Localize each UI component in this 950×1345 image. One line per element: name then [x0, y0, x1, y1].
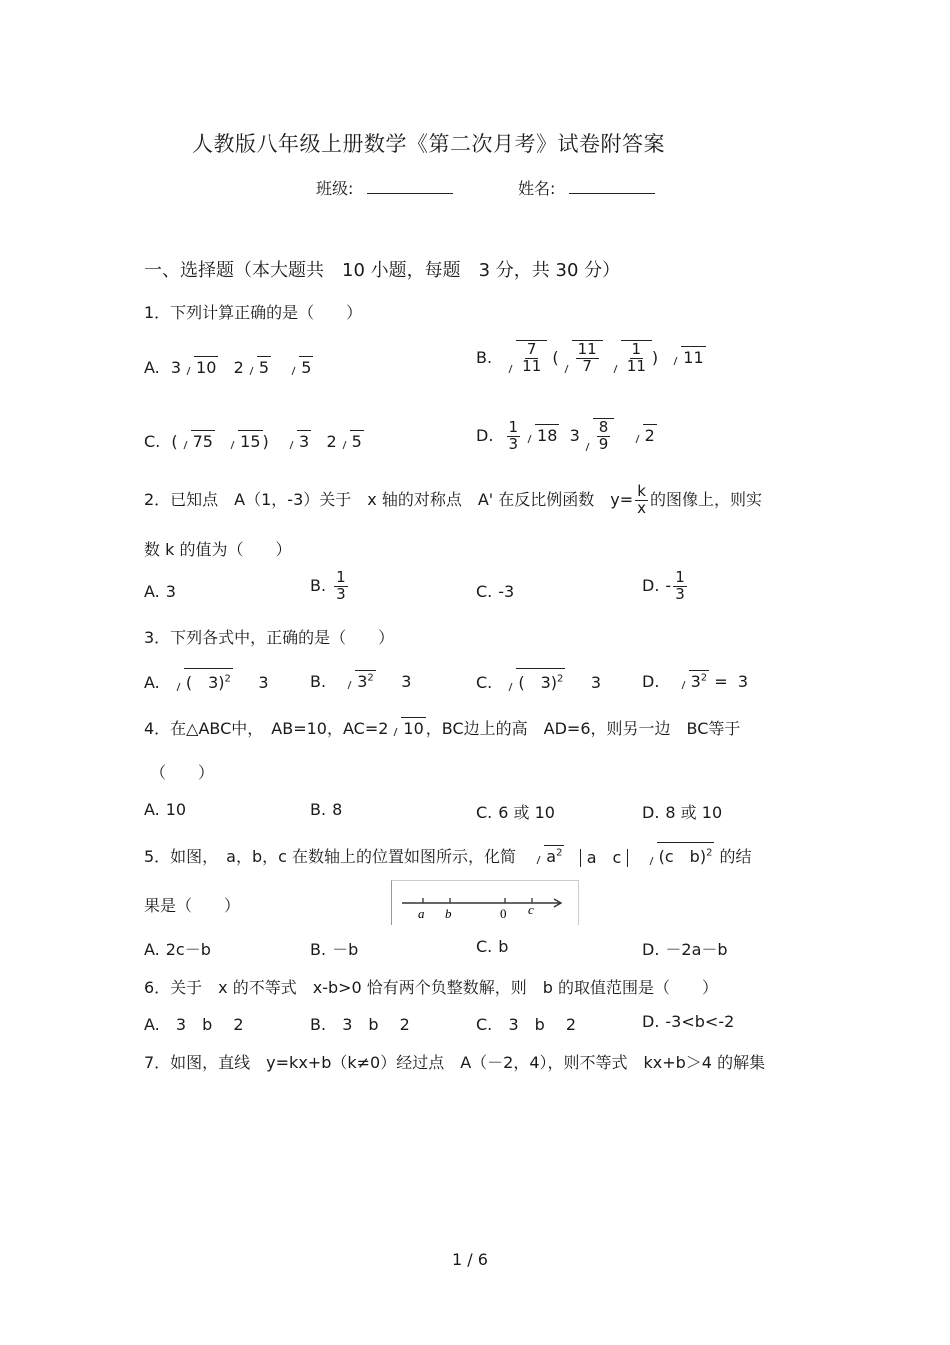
- fraction: [334, 570, 348, 603]
- q6-option-a[interactable]: [144, 1012, 244, 1035]
- question-2-stem-cont: 数 k 的值为（ ）: [144, 540, 292, 559]
- exponent: 2: [700, 672, 708, 684]
- section-heading: 一、选择题（本大题共 10 小题，每题 3 分，共 30 分）: [144, 260, 621, 281]
- q6-option-c[interactable]: [476, 1012, 576, 1035]
- q4-option-d[interactable]: [642, 800, 722, 823]
- sign: -: [665, 575, 672, 595]
- page-title: 人教版八年级上册数学《第二次月考》试卷附答案: [192, 132, 665, 156]
- numerator: 1: [508, 418, 519, 436]
- denominator: 7: [582, 356, 592, 375]
- radicand: a: [546, 847, 557, 866]
- q6-option-d[interactable]: [642, 1012, 734, 1031]
- paren: ): [262, 432, 269, 451]
- sqrt: [561, 340, 603, 375]
- option-value: 2c－b: [165, 940, 211, 959]
- coef: 3: [569, 425, 580, 445]
- option-label: A.: [144, 582, 160, 601]
- question-5-stem: [144, 842, 752, 867]
- class-label: 班级:: [316, 179, 354, 198]
- stem-part: 的图像上，则实: [650, 489, 763, 509]
- radicand: (c b): [658, 847, 707, 866]
- sqrt: [524, 424, 559, 445]
- q5-option-b[interactable]: [310, 937, 358, 960]
- sqrt: [183, 356, 218, 377]
- sqrt: [390, 717, 425, 738]
- option-value: 8: [332, 800, 343, 819]
- equals: =: [714, 672, 728, 691]
- radicand: 2: [644, 425, 655, 445]
- fraction: [635, 484, 648, 517]
- name-label: 姓名:: [518, 179, 556, 198]
- option-label: A.: [144, 940, 160, 959]
- q4-option-a[interactable]: [144, 800, 186, 819]
- numerator: 11: [577, 340, 597, 358]
- option-value: b: [498, 937, 509, 956]
- option-value: 10: [165, 800, 187, 819]
- axis-label-c: c: [528, 902, 534, 917]
- option-value: -3<b<-2: [665, 1012, 735, 1031]
- number-line-figure: [391, 880, 579, 925]
- q6-option-b[interactable]: [310, 1012, 410, 1035]
- option-label: B.: [310, 940, 327, 959]
- sqrt: [227, 430, 262, 451]
- numerator: 7: [526, 340, 537, 358]
- option-label: B.: [310, 575, 327, 595]
- radicand: 3: [299, 432, 310, 451]
- sqrt: [339, 430, 364, 451]
- sqrt: [582, 418, 615, 453]
- option-label: C.: [476, 1015, 493, 1034]
- numerator: 8: [598, 418, 609, 436]
- question-4-stem: [144, 716, 740, 739]
- absolute-value: a c: [580, 849, 629, 867]
- fraction: [507, 420, 521, 453]
- radicand: 5: [351, 432, 362, 451]
- stem-part: 4．在△ABC中， AB=10，AC=2: [144, 719, 389, 738]
- option-value: 3 b 2: [508, 1015, 577, 1034]
- fraction: [597, 420, 611, 453]
- sqrt: [288, 356, 313, 377]
- class-field: [316, 176, 453, 199]
- option-label: D.: [642, 672, 660, 691]
- option-value: -3: [498, 582, 515, 601]
- radicand: ( 3): [185, 673, 225, 692]
- option-label: A.: [144, 358, 160, 377]
- option-value: －2a－b: [665, 940, 728, 959]
- option-label: C.: [476, 803, 493, 822]
- sqrt: [610, 340, 652, 375]
- sqrt: [678, 670, 710, 691]
- option-label: D.: [476, 425, 494, 445]
- numerator: 1: [631, 340, 642, 358]
- radicand: 3: [690, 672, 701, 691]
- name-field: [518, 176, 655, 199]
- radicand: 5: [258, 358, 270, 377]
- q2-option-c[interactable]: [476, 582, 514, 601]
- stem-part: ，BC边上的高 AD=6，则另一边 BC等于: [425, 719, 741, 738]
- sqrt: [670, 346, 705, 367]
- sqrt: [180, 430, 215, 451]
- fraction: [673, 570, 687, 603]
- q3-option-a[interactable]: [144, 668, 269, 693]
- option-label: B.: [310, 672, 327, 691]
- number-line-svg: [392, 881, 578, 925]
- radicand: 10: [196, 358, 217, 377]
- class-blank[interactable]: [367, 177, 453, 194]
- q4-option-c[interactable]: [476, 800, 555, 823]
- question-5-stem-cont: 果是（ ）: [144, 896, 241, 915]
- stem-part: 5．如图， a，b，c 在数轴上的位置如图所示，化简: [144, 847, 517, 866]
- q1-option-d[interactable]: [476, 418, 657, 453]
- option-label: C.: [476, 582, 493, 601]
- q5-option-a[interactable]: [144, 937, 211, 960]
- option-label: B.: [476, 347, 493, 367]
- option-value: 3: [165, 582, 176, 601]
- numerator: 1: [675, 568, 685, 586]
- option-value: 8 或 10: [665, 803, 723, 822]
- sqrt: [505, 340, 547, 375]
- option-label: A.: [144, 673, 160, 692]
- axis-label-zero: 0: [500, 906, 507, 921]
- question-4-stem-cont: （ ）: [150, 763, 215, 782]
- rhs: 3: [737, 672, 748, 691]
- sqrt: [286, 430, 311, 451]
- exponent: 2: [557, 673, 564, 685]
- fraction: [520, 342, 543, 375]
- option-label: B.: [310, 1015, 327, 1034]
- radicand: ( 3): [518, 673, 558, 692]
- option-value: 3 b 2: [342, 1015, 410, 1034]
- rhs: 3: [590, 673, 602, 692]
- sqrt: [173, 668, 233, 693]
- q2-option-b[interactable]: [310, 570, 350, 603]
- exponent: 2: [224, 673, 231, 685]
- question-6-stem: 6．关于 x 的不等式 x-b>0 恰有两个负整数解，则 b 的取值范围是（ ）: [144, 978, 719, 997]
- option-label: A.: [144, 800, 160, 819]
- q3-option-c[interactable]: [476, 668, 601, 693]
- exponent: 2: [367, 672, 374, 684]
- option-label: C.: [476, 937, 493, 956]
- q5-option-d[interactable]: [642, 937, 728, 960]
- q1-option-b[interactable]: [476, 340, 706, 375]
- question-1-stem: 1．下列计算正确的是（ ）: [144, 303, 363, 322]
- coef: 2: [326, 432, 337, 451]
- radicand: 75: [192, 432, 213, 451]
- axis-label-b: b: [445, 906, 452, 921]
- q4-option-b[interactable]: [310, 800, 342, 819]
- name-blank[interactable]: [569, 177, 655, 194]
- q1-option-c[interactable]: [144, 430, 364, 451]
- question-2-stem: [144, 484, 762, 517]
- paren: (: [552, 347, 559, 367]
- q2-option-d[interactable]: [642, 570, 689, 603]
- q3-option-d[interactable]: [642, 670, 748, 691]
- rhs: 3: [258, 673, 269, 692]
- sqrt: [505, 668, 565, 693]
- stem-part: 2．已知点 A（1，-3）关于 x 轴的对称点 A' 在反比例函数 y=: [144, 489, 634, 509]
- coef: 2: [233, 358, 244, 377]
- denominator: 9: [598, 434, 609, 453]
- sqrt: [344, 670, 376, 691]
- question-3-stem: 3．下列各式中，正确的是（ ）: [144, 628, 395, 647]
- option-value: －b: [332, 940, 359, 959]
- denominator: 3: [675, 584, 685, 603]
- radicand: 3: [357, 672, 368, 691]
- coef: 3: [170, 358, 182, 377]
- sqrt: [646, 842, 715, 867]
- option-label: C.: [144, 432, 161, 451]
- radicand: 5: [301, 358, 312, 377]
- radicand: 10: [403, 719, 424, 738]
- fraction: [625, 342, 648, 375]
- radicand: 18: [537, 425, 558, 445]
- denominator: 3: [336, 584, 346, 603]
- exponent: 2: [556, 847, 563, 859]
- option-label: D.: [642, 1012, 660, 1031]
- denominator: 11: [522, 356, 542, 375]
- numerator: k: [637, 482, 646, 500]
- sqrt: [533, 845, 564, 866]
- paren: (: [171, 432, 178, 451]
- q2-option-a[interactable]: [144, 582, 176, 601]
- option-value: 6 或 10: [498, 803, 555, 822]
- denominator: x: [637, 498, 647, 517]
- stem-part: 的结: [719, 847, 752, 866]
- option-value: 3 b 2: [175, 1015, 244, 1034]
- sqrt: [632, 424, 657, 445]
- option-label: C.: [476, 673, 493, 692]
- option-label: B.: [310, 800, 327, 819]
- exponent: 2: [706, 847, 713, 859]
- sqrt: [246, 356, 271, 377]
- paren: ): [651, 347, 659, 367]
- q5-option-c[interactable]: [476, 937, 508, 956]
- option-label: D.: [642, 940, 660, 959]
- option-label: A.: [144, 1015, 160, 1034]
- denominator: 11: [626, 356, 646, 375]
- radicand: 15: [240, 432, 261, 451]
- option-label: D.: [642, 575, 660, 595]
- rhs: 3: [401, 672, 412, 691]
- question-7-stem: 7．如图，直线 y=kx+b（k≠0）经过点 A（－2，4），则不等式 kx+b＞4 的解集: [144, 1053, 766, 1072]
- denominator: 3: [508, 434, 519, 453]
- q3-option-b[interactable]: [310, 670, 411, 691]
- radicand: 11: [683, 347, 704, 367]
- numerator: 1: [336, 568, 346, 586]
- axis-label-a: a: [418, 906, 425, 921]
- q1-option-a[interactable]: [144, 356, 313, 377]
- option-label: D.: [642, 803, 660, 822]
- page-number: 1 / 6: [452, 1250, 488, 1269]
- fraction: [576, 342, 599, 375]
